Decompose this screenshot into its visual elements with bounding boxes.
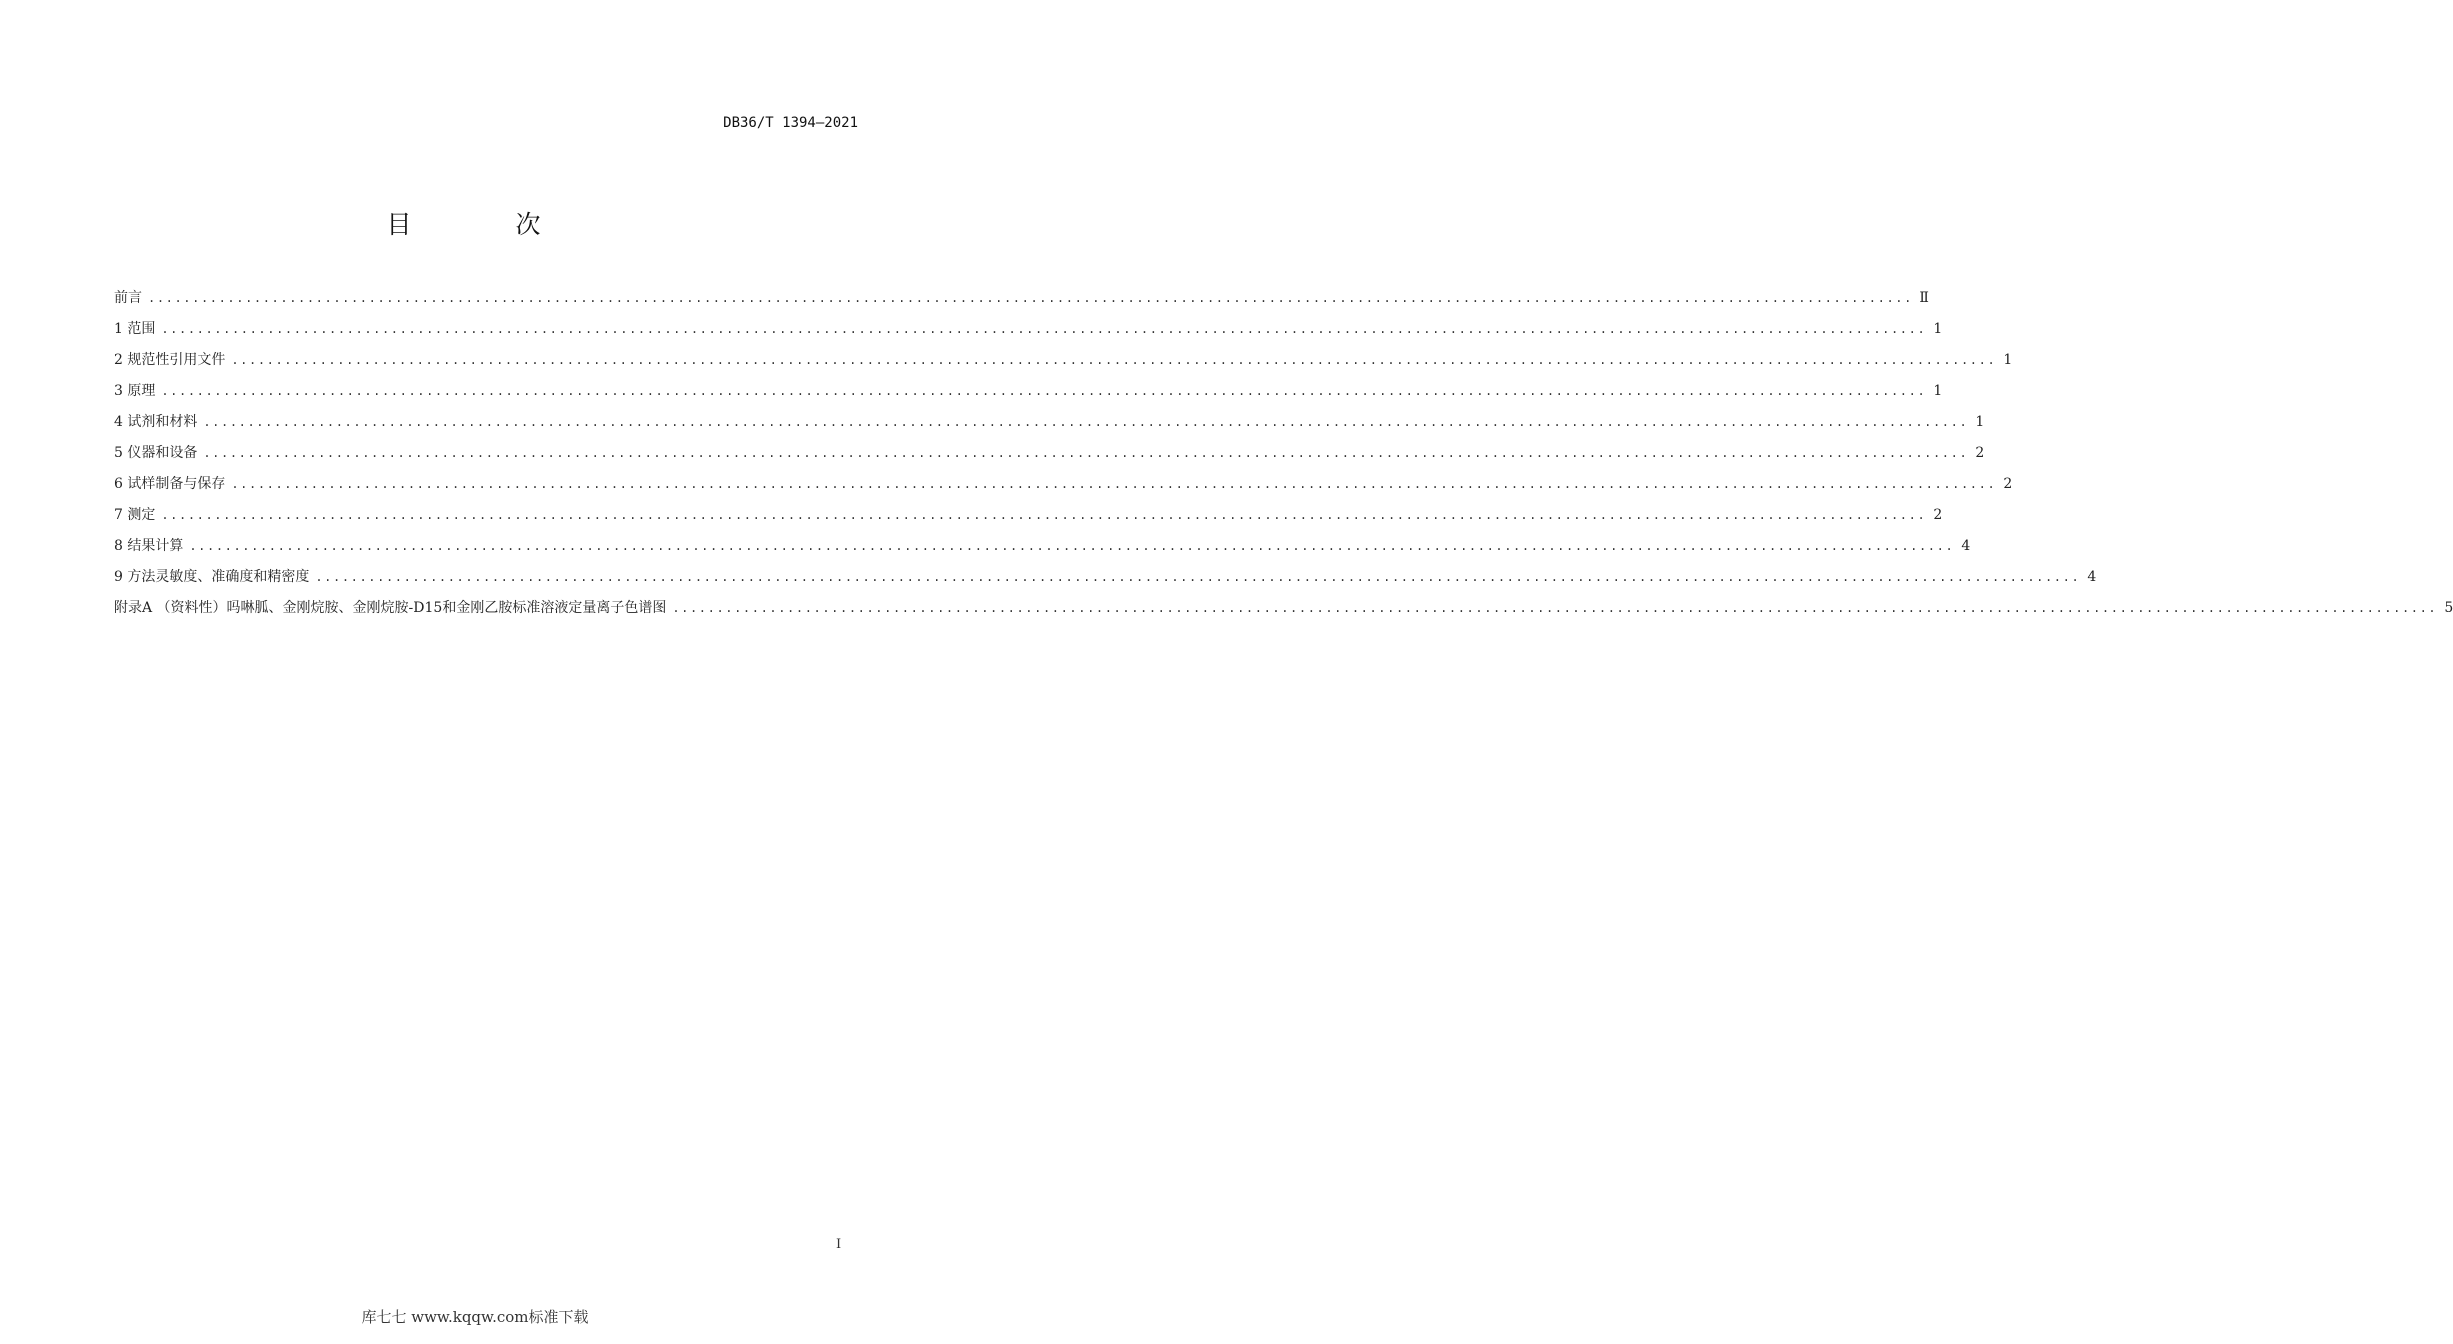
toc-entry[interactable] — [114, 566, 2097, 597]
toc-leader-dots: ........................................................................................................................................................................................................ — [203, 446, 1969, 460]
toc-entry[interactable] — [114, 473, 2013, 504]
toc-entry-label: 3 原理 — [114, 383, 156, 399]
toc-entry-page: 2 — [1975, 445, 1985, 461]
toc-leader-dots: ........................................................................................................................................................................................................ — [231, 477, 1997, 491]
toc-entry[interactable] — [114, 535, 1971, 566]
toc-entry-page: 4 — [2087, 569, 2097, 585]
toc-leader-dots: ........................................................................................................................................................................................................ — [672, 601, 2438, 615]
toc-entry-page: 1 — [1975, 414, 1985, 430]
toc-entry[interactable] — [114, 442, 1985, 473]
toc-leader-dots: ........................................................................................................................................................................................................ — [189, 539, 1955, 553]
toc-entry-label: 附录A （资料性）吗啉胍、金刚烷胺、金刚烷胺-D15和金刚乙胺标准溶液定量离子色谱图 — [114, 600, 667, 616]
toc-entry[interactable] — [114, 349, 2013, 380]
toc-entry-label: 前言 — [114, 290, 142, 306]
footer-watermark: 库七七 www.kqqw.com标准下载 — [361, 1308, 589, 1326]
document-code: DB36/T 1394—2021 — [723, 115, 858, 131]
toc-entry[interactable] — [114, 318, 1943, 349]
toc-entry-label: 7 测定 — [114, 507, 156, 523]
toc-leader-dots: ........................................................................................................................................................................................................ — [148, 291, 1913, 305]
toc-entry-page: 5 — [2444, 600, 2453, 616]
toc-entry-page: 1 — [1933, 383, 1943, 399]
toc-entry[interactable] — [114, 504, 1943, 535]
toc-entry-appendix[interactable] — [114, 597, 2453, 628]
toc-entry-page: 1 — [1933, 321, 1943, 337]
toc-entry-page: 2 — [2003, 476, 2013, 492]
toc-entry-label: 2 规范性引用文件 — [114, 352, 226, 368]
toc-entry[interactable] — [114, 380, 1943, 411]
page-number: I — [836, 1237, 842, 1252]
toc-entry-page: Ⅱ — [1919, 290, 1929, 306]
toc-title: 目 次 — [386, 210, 589, 239]
table-of-contents — [114, 287, 2453, 628]
toc-entry-label: 1 范围 — [114, 321, 156, 337]
toc-entry-label: 8 结果计算 — [114, 538, 184, 554]
toc-leader-dots: ........................................................................................................................................................................................................ — [315, 570, 2081, 584]
toc-leader-dots: ........................................................................................................................................................................................................ — [203, 415, 1969, 429]
toc-leader-dots: ........................................................................................................................................................................................................ — [161, 384, 1927, 398]
toc-entry-label: 4 试剂和材料 — [114, 414, 198, 430]
toc-leader-dots: ........................................................................................................................................................................................................ — [161, 322, 1927, 336]
toc-entry-label: 6 试样制备与保存 — [114, 476, 226, 492]
toc-entry-label: 9 方法灵敏度、准确度和精密度 — [114, 569, 310, 585]
toc-entry-page: 4 — [1961, 538, 1971, 554]
toc-leader-dots: ........................................................................................................................................................................................................ — [161, 508, 1927, 522]
toc-entry[interactable] — [114, 287, 1929, 318]
toc-entry[interactable] — [114, 411, 1985, 442]
toc-entry-page: 2 — [1933, 507, 1943, 523]
toc-entry-label: 5 仪器和设备 — [114, 445, 198, 461]
toc-entry-page: 1 — [2003, 352, 2013, 368]
toc-leader-dots: ........................................................................................................................................................................................................ — [231, 353, 1997, 367]
